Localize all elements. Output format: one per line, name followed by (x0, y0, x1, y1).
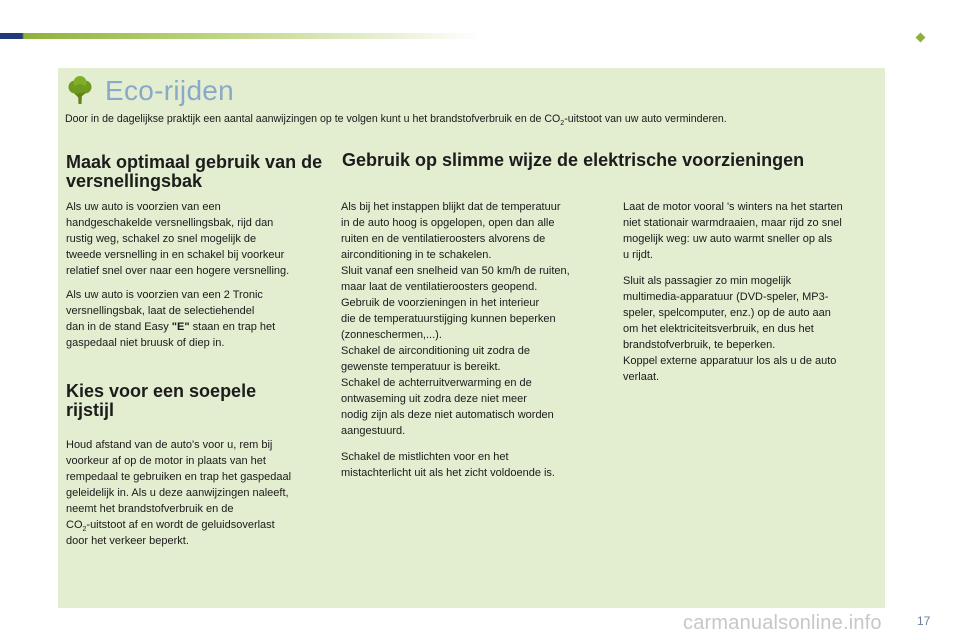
heading-electrical: Gebruik op slimme wijze de elektrische voorzieningen (342, 150, 805, 170)
driving-style-paragraph (66, 437, 336, 549)
section-header (67, 73, 234, 109)
intro-text (65, 112, 885, 131)
electrical-paragraph-foglights: Schakel de mistlichten voor en het mistachterlicht uit als het zicht voldoende is. (341, 451, 555, 479)
intro-subscript: 2 (560, 120, 565, 127)
co2-subscript: 2 (82, 526, 87, 533)
electrical-paragraph-ventilation: Als bij het instappen blijkt dat de temperatuur in de auto hoog is opgelopen, open dan alle ruiten en de ventilatieroosters alvorens de airconditioning in te schakelen. Sluit vanaf een snelheid van 50 km/h de ruiten, maar laat de ventilatieroosters geopend. Gebruik de voorzieningen in het interieur die de temperatuurstijging kunnen beperken (zonneschermen,...). Schakel de airconditioning uit zodra de gewenste temperatuur is bereikt. Schakel de achterruitverwarming en de ontwaseming uit zodra deze niet meer nodig zijn als deze niet automatisch worden aangestuurd. (341, 201, 570, 437)
tronic-text: staan en trap het gaspedaal niet bruusk of diep in. (66, 321, 276, 349)
corner-marker (916, 33, 926, 43)
driving-style-text: -uitstoot af en wordt de geluidsoverlast door het verkeer beperkt. (66, 519, 275, 547)
gearbox-paragraph-tronic (66, 287, 336, 351)
page-number: 17 (917, 614, 931, 628)
electrical-paragraph-engine: Laat de motor vooral 's winters na het starten niet stationair warmdraaien, maar rijd zo snel mogelijk weg: uw auto warmt sneller op als u rijdt. (623, 201, 843, 261)
tronic-mode-label: "E" (171, 321, 190, 333)
gearbox-paragraph-manual: Als uw auto is voorzien van een handgeschakelde versnellingsbak, rijd dan rustig weg, schakel zo snel mogelijk de tweede versnelling in en schakel bij voorkeur relatief snel over naar een hogere versnelling. (66, 201, 290, 277)
page-title: Eco-rijden (105, 75, 235, 106)
intro-text-part: -uitstoot van uw auto verminderen. (564, 113, 727, 125)
electrical-paragraph-multimedia: Sluit als passagier zo min mogelijk multimedia-apparatuur (DVD-speler, MP3- speler, spelcomputer, enz.) op de auto aan om het elektriciteitsverbruik, en dus het brandstofverbruik, te beperken. Koppel externe apparatuur los als u de auto verlaat. (623, 275, 837, 383)
tree-icon (67, 76, 93, 106)
right-column (623, 199, 883, 393)
middle-column (341, 199, 611, 489)
header-accent-bar (0, 33, 480, 39)
heading-gearbox: Maak optimaal gebruik van de versnellingsbak (66, 152, 323, 191)
intro-text-part: Door in de dagelijkse praktijk een aantal aanwijzingen op te volgen kunt u het brandstofverbruik en de CO (65, 113, 561, 125)
tronic-text: Als uw auto is voorzien van een 2 Tronic versnellingsbak, laat de selectiehendel dan in de stand Easy (66, 289, 263, 333)
left-column-top (66, 199, 336, 359)
heading-driving-style: Kies voor een soepele rijstijl (66, 381, 257, 420)
left-column-bottom (66, 437, 336, 557)
driving-style-text: Houd afstand van de auto's voor u, rem bij voorkeur af op de motor in plaats van het rempedaal te gebruiken en trap het gaspedaal geleidelijk in. Als u deze aanwijzingen naleeft, neemt het brandstofverbruik en de CO (66, 439, 292, 531)
watermark: carmanualsonline.info (683, 612, 882, 634)
